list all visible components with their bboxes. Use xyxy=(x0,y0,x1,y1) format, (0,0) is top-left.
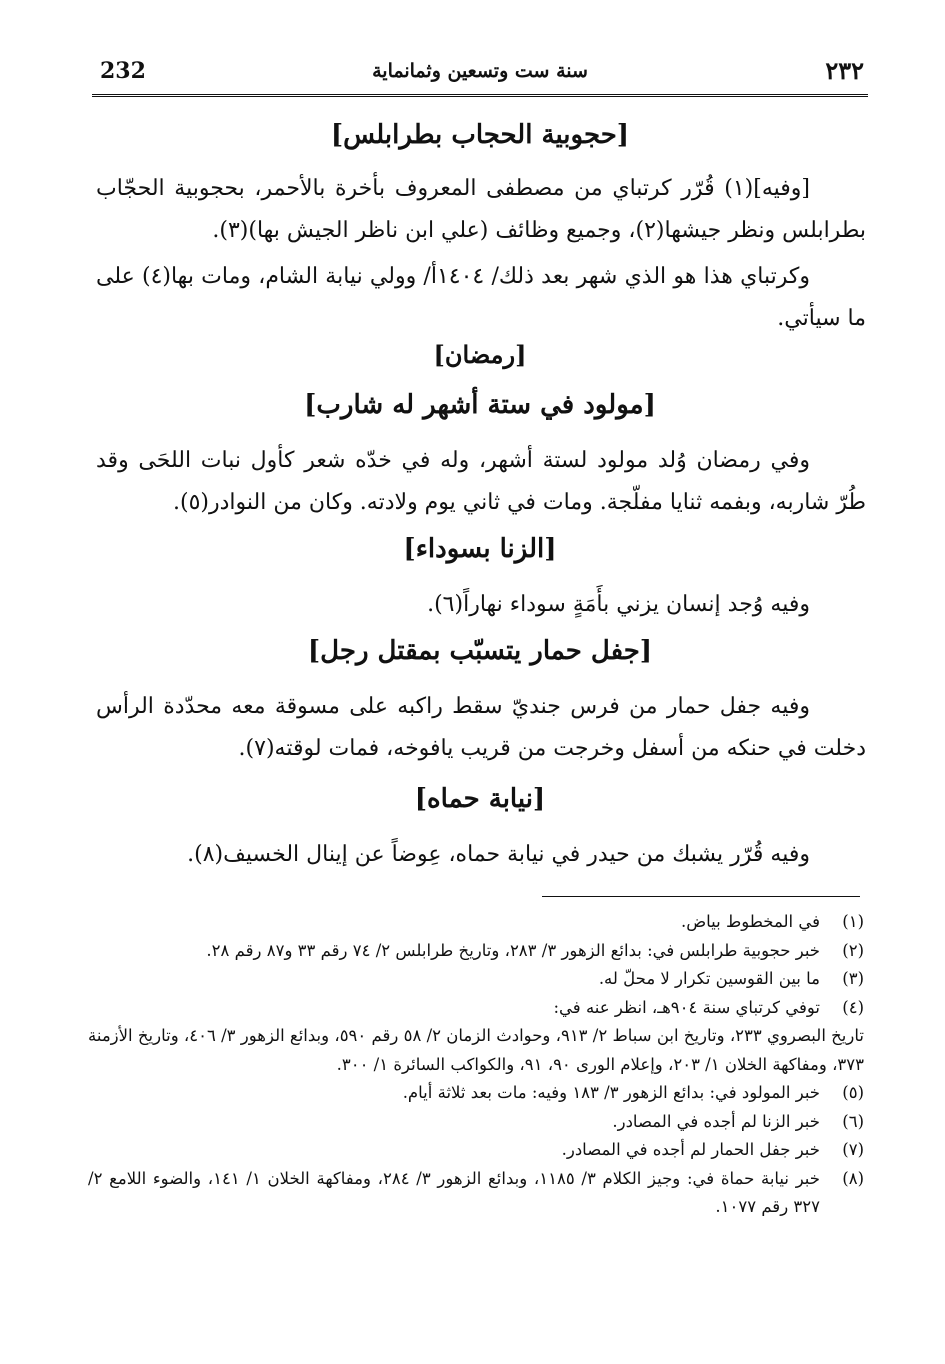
header-rule xyxy=(92,94,868,97)
footnote-text: خبر حجوبية طرابلس في: بدائع الزهور ٣/ ٢٨٣، وتاريخ طرابلس ٢/ ٧٤ رقم ٣٣ و٨٧ رقم ٢٨. xyxy=(206,940,820,960)
footnote xyxy=(88,994,864,1023)
footnote-continuation: تاريخ البصروي ٢٣٣، وتاريخ ابن سباط ٢/ ٩١٣، وحوادث الزمان ٢/ ٥٨ رقم ٥٩٠، وبدائع الزهور ٣/ ٤٠٦، وتاريخ الأزمنة ٣٧٣، ومفاكهة الخلان ١/ ٢٠٣، وإعلام الورى ٩٠، ٩١، والكواكب السائرة ١/ ٣٠٠. xyxy=(88,1026,864,1074)
footnote-mark: (٣) xyxy=(842,969,864,988)
footnote-text: توفي كرتباي سنة ٩٠٤هـ، انظر عنه في: xyxy=(553,997,820,1017)
page-number-latin: 232 xyxy=(100,58,146,84)
footnote-mark: (٢) xyxy=(842,940,864,960)
footnote xyxy=(88,1108,864,1137)
footnote-mark: (٦) xyxy=(842,1111,864,1131)
footnote-mark: (٨) xyxy=(842,1168,864,1188)
footnote-rule xyxy=(542,896,860,897)
footnote-text: خبر المولود في: بدائع الزهور ٣/ ١٨٣ وفيه: مات بعد ثلاثة أيام. xyxy=(402,1083,820,1102)
paragraph: [وفيه](١) قُرّر كرتباي من مصطفى المعروف بأخرة بالأحمر، بحجوبية الحجّاب بطرابلس ونظر جيشها(٢)، وجميع وظائف (علي ابن ناظر الجيش بها)(٣). xyxy=(96,176,866,243)
running-title: سنة ست وتسعين وثمانماية xyxy=(372,60,588,82)
section-heading: [نيابة حماه] xyxy=(414,784,546,814)
footnote xyxy=(88,1079,864,1108)
section-heading: [حجوبية الحجاب بطرابلس] xyxy=(330,120,630,150)
footnote-mark: (٧) xyxy=(842,1140,864,1159)
footnote-text: خبر الزنا لم أجده في المصادر. xyxy=(612,1111,820,1131)
footnote-text: خبر جفل الحمار لم أجده في المصادر. xyxy=(561,1140,820,1159)
paragraph: وفي رمضان وُلد مولود لستة أشهر، وله في خدّه شعر كأول نبات اللحَى وقد طُرّ شاربه، وبفمه ثنايا مفلّجة. ومات في ثاني يوم ولادته. وكان من النوادر(٥). xyxy=(96,448,866,515)
paragraph: وكرتباي هذا هو الذي شهر بعد ذلك/ ١٤٠٤أ/ وولي نيابة الشام، ومات بها(٤) على ما سيأتي. xyxy=(96,264,866,331)
footnote-text: ما بين القوسين تكرار لا محلّ له. xyxy=(598,969,820,988)
footnote-text: في المخطوط بياض. xyxy=(680,912,820,931)
page-header xyxy=(92,56,868,90)
footnote-text: خبر نيابة حماة في: وجيز الكلام ٣/ ١١٨٥، وبدائع الزهور ٣/ ٢٨٤، ومفاكهة الخلان ١/ ١٤١، والضوء اللامع ٢/ ٣٢٧ رقم ١٠٧٧. xyxy=(88,1168,820,1216)
footnote xyxy=(88,965,864,994)
footnote xyxy=(88,1165,864,1222)
page-number-arabic: ٢٣٢ xyxy=(825,56,864,85)
section-heading: [مولود في ستة أشهر له شارب] xyxy=(304,390,656,420)
footnotes xyxy=(88,908,864,1222)
section-heading: [الزنا بسوداء] xyxy=(403,534,557,564)
month-heading: [رمضان] xyxy=(433,340,527,369)
footnote-mark: (٤) xyxy=(842,997,864,1017)
paragraph: وفيه قُرّر يشبك من حيدر في نيابة حماه، عِوضاً عن إينال الخسيف(٨). xyxy=(187,842,810,867)
footnote-mark: (١) xyxy=(842,912,864,931)
paragraph: وفيه وُجد إنسان يزني بأَمَةٍ سوداء نهاراً(٦). xyxy=(427,592,810,617)
footnote xyxy=(88,908,864,937)
footnote xyxy=(88,937,864,966)
section-heading: [جفل حمار يتسبّب بمقتل رجل] xyxy=(307,636,653,666)
footnote-mark: (٥) xyxy=(842,1083,864,1102)
footnote xyxy=(88,1136,864,1165)
paragraph: وفيه جفل حمار من فرس جنديّ سقط راكبه على مسوقة معه محدّدة الرأس دخلت في حنكه من أسفل وخرجت من قريب يافوخه، فمات لوقته(٧). xyxy=(96,694,866,761)
